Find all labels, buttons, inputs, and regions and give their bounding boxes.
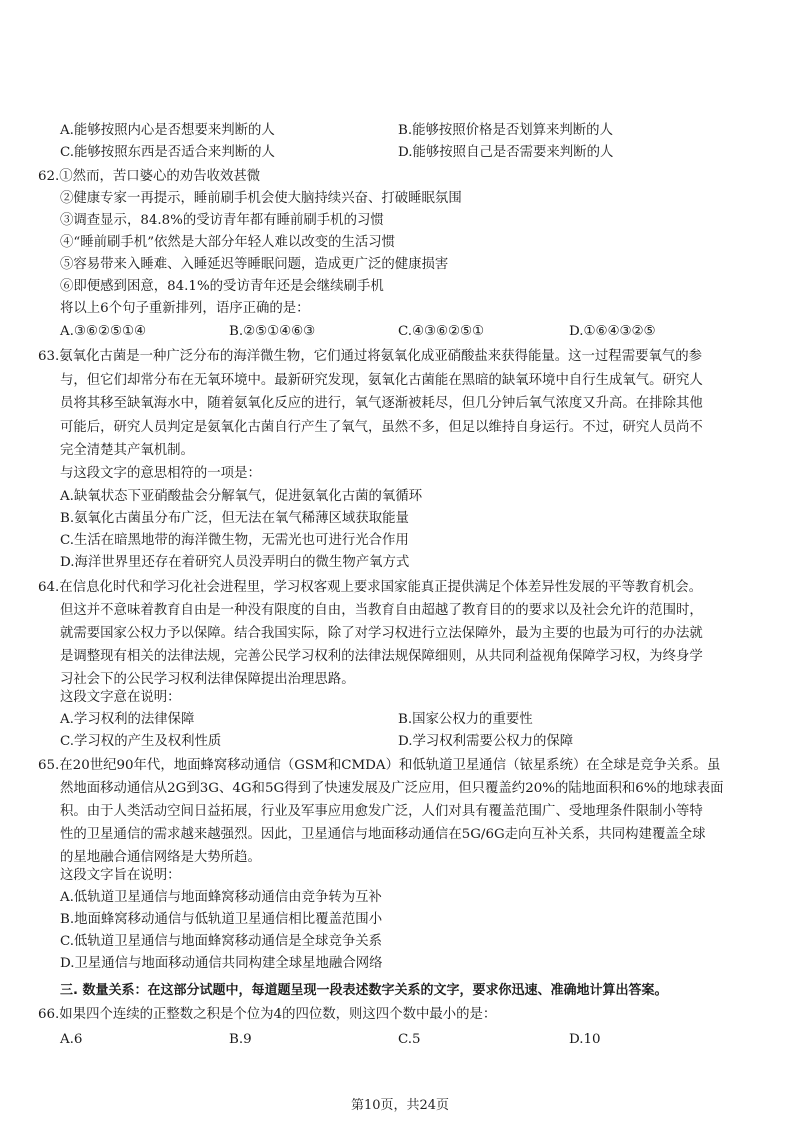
- q62-sentence-4: ④“睡前刷手机”依然是大部分年轻人难以改变的生活习惯: [60, 235, 396, 250]
- q65-question: 这段文字旨在说明：: [60, 868, 181, 883]
- q61-option-b: B.能够按照价格是否划算来判断的人: [398, 123, 613, 138]
- q62-option-d: D.①⑥④③②⑤: [569, 324, 656, 339]
- q62-option-c: C.④③⑥②⑤①: [398, 324, 485, 339]
- q63-option-a: A.缺氧状态下亚硝酸盐会分解氧气，促进氨氧化古菌的氧循环: [60, 489, 423, 504]
- q63-paragraph-line: 与，但它们却常分布在无氧环境中。最新研究发现，氨氧化古菌能在黑暗的缺氧环境中自行生成氧气。研究人: [60, 373, 703, 388]
- q63-option-b: B.氨氧化古菌虽分布广泛，但无法在氧气稀薄区域获取能量: [60, 511, 409, 526]
- q65-paragraph-line: 的星地融合通信网络是大势所趋。: [60, 850, 261, 865]
- q62-sentence-2: ②健康专家一再提示，睡前刷手机会使大脑持续兴奋、打破睡眠氛围: [60, 191, 462, 206]
- q64-option-d: D.学习权利需要公权力的保障: [398, 734, 574, 749]
- q66-option-c: C.5: [398, 1032, 421, 1047]
- q64-option-b: B.国家公权力的重要性: [398, 712, 533, 727]
- q62-option-a: A.③⑥②⑤①④: [60, 324, 146, 339]
- q64-paragraph-line: 64.在信息化时代和学习化社会进程里，学习权客观上要求国家能真正提供满足个体差异性发展的平等教育机会。: [38, 580, 703, 595]
- q65-option-d: D.卫星通信与地面移动通信共同构建全球星地融合网络: [60, 956, 383, 971]
- q64-paragraph-line: 但这并不意味着教育自由是一种没有限度的自由，当教育自由超越了教育目的的要求以及社会允许的范围时，: [60, 603, 703, 618]
- q64-paragraph-line: 习社会下的公民学习权利法律保障提出治理思路。: [60, 672, 355, 687]
- page-number: 第10页，共24页: [350, 1098, 450, 1113]
- q63-option-c: C.生活在暗黑地带的海洋微生物，无需光也可进行光合作用: [60, 533, 409, 548]
- q63-paragraph-line: 可能后，研究人员判定是氨氧化古菌自行产生了氧气，虽然不多，但足以维持自身运行。不过，研究人员尚不: [60, 420, 703, 435]
- q65-paragraph-line: 然地面移动通信从2G到3G、4G和5G得到了快速发展及广泛应用，但只覆盖约20%的陆地面积和6%的地球表面: [60, 781, 724, 796]
- q64-option-a: A.学习权利的法律保障: [60, 712, 195, 727]
- q62-question: 将以上6个句子重新排列，语序正确的是：: [60, 301, 310, 316]
- q61-option-a: A.能够按照内心是否想要来判断的人: [60, 123, 275, 138]
- q65-paragraph-line: 性的卫星通信的需求越来越强烈。因此，卫星通信与地面移动通信在5G/6G走向互补关系，共同构建覆盖全球: [60, 827, 706, 842]
- q63-paragraph-line: 完全清楚其产氧机制。: [60, 443, 194, 458]
- q62-sentence-3: ③调查显示，84.8%的受访青年都有睡前刷手机的习惯: [60, 213, 384, 228]
- section-3-heading: 三. 数量关系：在这部分试题中，每道题呈现一段表述数字关系的文字，要求你迅速、准确地计算出答案。: [60, 983, 668, 998]
- q62-sentence-6: ⑥即便感到困意，84.1%的受访青年还是会继续刷手机: [60, 279, 384, 294]
- q66-option-d: D.10: [569, 1032, 601, 1047]
- q65-option-b: B.地面蜂窝移动通信与低轨道卫星通信相比覆盖范围小: [60, 912, 383, 927]
- q61-option-c: C.能够按照东西是否适合来判断的人: [60, 145, 275, 160]
- q65-paragraph-line: 65.在20世纪90年代，地面蜂窝移动通信（GSM和CMDA）和低轨道卫星通信（铱星系统）在全球是竞争关系。虽: [38, 758, 721, 773]
- q65-option-a: A.低轨道卫星通信与地面蜂窝移动通信由竞争转为互补: [60, 890, 382, 905]
- q64-paragraph-line: 是调整现有相关的法律法规，完善公民学习权利的法律法规保障细则，从共同利益视角保障学习权，为终身学: [60, 649, 703, 664]
- q64-paragraph-line: 就需要国家公权力予以保障。结合我国实际，除了对学习权进行立法保障外，最为主要的也最为可行的办法就: [60, 626, 703, 641]
- q64-option-c: C.学习权的产生及权利性质: [60, 734, 222, 749]
- q63-question: 与这段文字的意思相符的一项是：: [60, 466, 261, 481]
- q61-option-d: D.能够按照自己是否需要来判断的人: [398, 145, 614, 160]
- q62-sentence-1: 62.①然而，苦口婆心的劝告收效甚微: [38, 169, 261, 184]
- q63-paragraph-line: 63.氨氧化古菌是一种广泛分布的海洋微生物，它们通过将氨氧化成亚硝酸盐来获得能量。这一过程需要氧气的参: [38, 349, 703, 364]
- q62-option-b: B.②⑤①④⑥③: [229, 324, 316, 339]
- q65-option-c: C.低轨道卫星通信与地面蜂窝移动通信是全球竞争关系: [60, 934, 383, 949]
- q66-option-b: B.9: [229, 1032, 252, 1047]
- q66-option-a: A.6: [60, 1032, 83, 1047]
- q63-paragraph-line: 员将其移至缺氧海水中，随着氨氧化反应的进行，氧气逐渐被耗尽，但几分钟后氧气浓度又升高。在排除其他: [60, 396, 703, 411]
- q65-paragraph-line: 积。由于人类活动空间日益拓展，行业及军事应用愈发广泛，人们对具有覆盖范围广、受地理条件限制小等特: [60, 804, 703, 819]
- q66-stem: 66.如果四个连续的正整数之积是个位为4的四位数，则这四个数中最小的是：: [38, 1007, 497, 1022]
- q62-sentence-5: ⑤容易带来入睡难、入睡延迟等睡眠问题，造成更广泛的健康损害: [60, 257, 449, 272]
- q64-question: 这段文字意在说明：: [60, 690, 181, 705]
- q63-option-d: D.海洋世界里还存在着研究人员没弄明白的微生物产氧方式: [60, 555, 410, 570]
